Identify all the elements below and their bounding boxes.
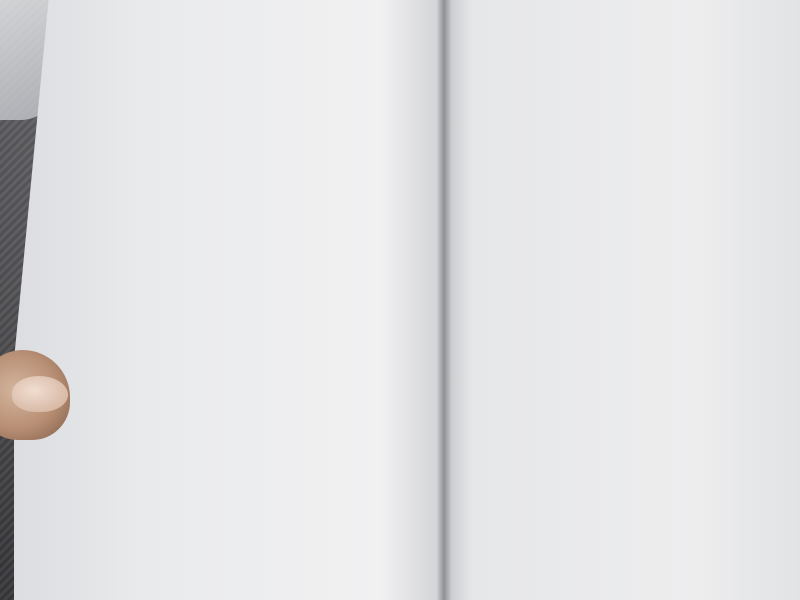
book-gutter	[436, 0, 452, 600]
fingernail	[12, 376, 68, 412]
left-page	[14, 0, 446, 600]
right-page	[444, 0, 800, 600]
